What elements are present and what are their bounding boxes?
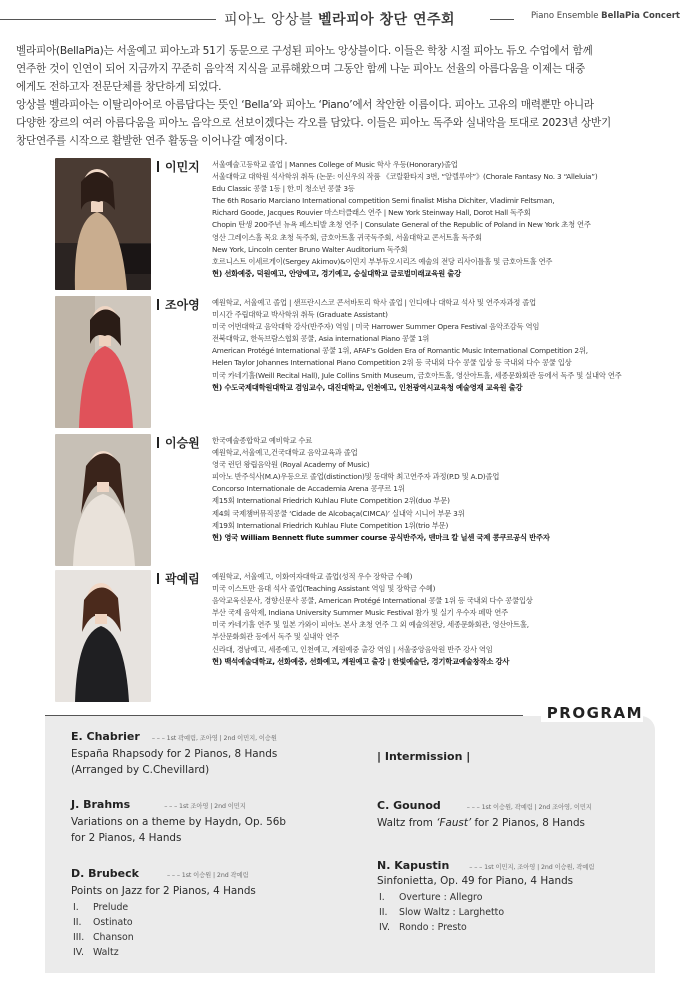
career-line: American Protégé International 콩쿨 1위, AFAF's Golden Era of Romantic Music International Competition 2위, [212,346,588,356]
performer-career-list [212,297,692,394]
program-piece [71,798,286,846]
work-title: Sinfonietta, Op. 49 for Piano, 4 Hands [377,875,574,887]
career-line: 호르니스트 이세르게이(Sergey Akimov)&이민지 부부듀오시리즈 예술의 전당 리사이틀홀 및 금호아트홀 연주 [212,256,553,266]
work-title: España Rhapsody for 2 Pianos, 8 Hands [71,748,278,760]
work-subtitle: for 2 Pianos, 4 Hands [71,832,182,844]
career-line: Concorso Internationale de Accademia Arena 콩쿠르 1위 [212,484,405,494]
work-title: Points on Jazz for 2 Pianos, 4 Hands [71,885,256,897]
concert-title-prefix: 피아노 앙상블 [224,12,314,28]
career-line: 미국 카네기홀 연주 및 일본 가와이 피아노 본사 초청 연주 그 외 예술의전당, 세종문화회관, 영산아트홀, [212,620,529,630]
program-piece [71,730,277,778]
composer-name: D. Brubeck – – – 1st 이승원 | 2nd 곽예림 [71,867,249,880]
piece-performers: – – – 1st 이승원 | 2nd 곽예림 [166,872,249,879]
concert-title-english [531,11,680,21]
current-position: 현) 영국 William Bennett flute summer course 공식반주자, 덴마크 칼 닐센 국제 콩쿠르공식 반주자 [212,532,550,542]
movement-item: IV. Waltz [73,947,119,958]
intermission-label: | Intermission | [377,750,471,763]
header-rule-left [0,19,216,20]
program-piece [71,867,256,960]
header-rule-right [490,19,514,20]
intro-paragraph-2: 앙상블 벨라피아는 이탈리아어로 아름답다는 뜻인 ‘Bella’와 피아노 ‘Piano’에서 착안한 이름이다. 피아노 고유의 매력뿐만 아니라 다양한 장르의 여러 아름다움을 피아노 음악으로 선보이겠다는 각오를 담았다. 이들은 피아노 독주와 실내악을 토대로 2023년 상반기 창단연주를 시작으로 활발한 연주 활동을 이어나갈 예정이다. [16,99,611,147]
composer-name: E. Chabrier – – – 1st 곽예림, 조아영 | 2nd 이민지, 이승원 [71,730,277,743]
movement-item: II. Ostinato [73,917,133,928]
career-line: Richard Goode, Jacques Rouvier 마스터클래스 연주 | New York Steinway Hall, Dorot Hall 독주회 [212,208,531,218]
performer-name: 이민지 [157,158,200,175]
career-line: 예원학교, 서울예고, 이화여자대학교 졸업(성적 우수 장학금 수혜) [212,572,413,581]
performer-career-list [212,159,692,280]
performer-photo [55,434,151,566]
performer-name: 이승원 [157,434,200,451]
portrait-kwak-yerim [55,570,151,702]
career-line: 영국 런던 왕립음악원 (Royal Academy of Music) [212,460,370,470]
career-line: 서울대학교 대학원 석사학위 취득 (논문: 이신우의 작품 《코랄환타지 3번, “알렐루야”》(Chorale Fantasy No. 3 “Alleluia”) [212,172,598,182]
movement-item: I. Overture : Allegro [379,892,483,903]
composer-name: J. Brahms – – – 1st 조아영 | 2nd 이민지 [71,798,246,811]
composer-name: N. Kapustin – – – 1st 이민지, 조아영 | 2nd 이승원, 곽예림 [377,859,595,872]
career-line: 음악교육신문사, 경향신문사 콩쿨, American Protégé International 콩쿨 1위 등 국내외 다수 콩쿨입상 [212,596,533,606]
career-line: 미국 카네기홀(Weill Recital Hall), Jule Collins Smith Museum, 금호아트홀, 영산아트홀, 세종문화회관 등에서 독주 및 실내악 연주 [212,370,622,380]
program-panel [45,704,655,973]
career-line: 미국 이스트만 음대 석사 졸업(Teaching Assistant 역임 및 장학금 수혜) [212,584,436,594]
career-line: 예원학교,서울예고,건국대학교 음악교육과 졸업 [212,448,358,458]
career-line: 제4회 국제챔버뮤직콩쿨 ‘Cidade de Alcobaça(CIMCA)’ 실내악 시니어 부문 3위 [212,508,465,518]
career-line: Helen Taylor Johannes International Piano Competition 2위 등 국내외 다수 콩쿨 입상 등 국내외 다수 콩쿨 입상 [212,358,572,368]
page-header [0,8,700,32]
intro-paragraph-1: 벨라피아(BellaPia)는 서울예고 피아노과 51기 동문으로 구성된 피아노 앙상블이다. 이들은 학창 시절 피아노 듀오 수업에서 함께 연주한 것이 인연이 되어 지금까지 꾸준히 음악적 지식을 교류해왔으며 그동안 함께 나눈 피아노 선율의 아름다움을 이제는 대중 에게도 전하고자 전문단체를 창단하게 되었다. [16,45,593,93]
performer-career-list [212,571,692,668]
performer-career-list [212,435,692,544]
work-title: Waltz from ‘Faust’ for 2 Pianos, 8 Hands [377,817,585,829]
career-line: 영산 그레이스홀 목요 초청 독주회, 금호아트홀 귀국독주회, 서울대학교 콘서트홀 독주회 [212,232,482,242]
program-piece [377,799,592,831]
program-heading: PROGRAM [541,704,643,722]
career-line: 피아노 반주석사(M.A)우등으로 졸업(distinction)및 동대학 최고연주자 과정(P.D 및 A.D)졸업 [212,472,500,482]
current-position: 현) 선화예중, 덕원예고, 안양예고, 경기예고, 숭실대학교 글로벌미래교육원 출강 [212,268,461,278]
career-line: 제19회 International Friedrich Kuhlau Flute Competition 1위(trio 부문) [212,520,449,530]
career-line: 미국 어번대학교 음악대학 강사(반주자) 역임 | 미국 Harrower Summer Opera Festival 음악조감독 역임 [212,322,540,332]
career-line: 전북대학교, 한독브람스협회 콩쿨, Asia international Piano 콩쿨 1위 [212,334,430,344]
movement-list [377,890,594,935]
career-line: 예원학교, 서울예고 졸업 | 샌프란시스코 콘서바토리 학사 졸업 | 인디애나 대학교 석사 및 연주자과정 졸업 [212,298,536,307]
performer-name: 조아영 [157,296,200,313]
movement-item: II. Slow Waltz : Larghetto [379,907,505,918]
movement-list [71,900,256,960]
career-line: 서울예술고등학교 졸업 | Mannes College of Music 학사 우등(Honorary)졸업 [212,160,458,169]
performer-name: 곽예림 [157,570,200,587]
concert-title-main: 벨라피아 창단 연주회 [318,12,456,28]
program-rule [45,715,523,716]
concert-title-english-prefix: Piano Ensemble [530,11,599,21]
portrait-lee-minji [55,158,151,290]
piece-performers: – – – 1st 이민지, 조아영 | 2nd 이승원, 곽예림 [469,864,595,871]
current-position: 현) 수도국제대학원대학교 겸임교수, 대진대학교, 인천예고, 인천광역시교육청 예술영재 교육원 출강 [212,382,523,392]
work-title: Variations on a theme by Haydn, Op. 56b [71,816,286,828]
performer-photo [55,570,151,702]
career-line: 부산 국제 음악제, Indiana University Summer Music Festival 참가 및 실기 우수자 페막 연주 [212,608,508,618]
portrait-lee-seungwon [55,434,151,566]
piece-performers: – – – 1st 곽예림, 조아영 | 2nd 이민지, 이승원 [151,735,277,742]
concert-title [224,9,455,29]
current-position: 현) 백석예술대학교, 선화예중, 선화예고, 계원예고 출강 | 한빛예술단, 경기학교예술창작소 강사 [212,656,510,666]
composer-name: C. Gounod – – – 1st 이승원, 곽예림 | 2nd 조아영, 이민지 [377,799,592,812]
movement-item: IV. Rondo : Presto [379,922,467,933]
movement-item: I. Prelude [73,902,129,913]
career-line: 부산문화회관 등에서 독주 및 실내악 연주 [212,632,340,642]
piece-performers: – – – 1st 조아영 | 2nd 이민지 [164,803,246,810]
ensemble-introduction [16,42,688,150]
program-piece [377,859,594,935]
career-line: Edu Classic 콩쿨 1등 | 한.미 청소년 콩쿨 3등 [212,184,355,194]
movement-item: III. Chanson [73,932,134,943]
performer-photo [55,158,151,290]
career-line: 신라대, 경남예고, 세종예고, 인천예고, 계원예중 출강 역임 | 서울중앙음악원 반주 강사 역임 [212,644,493,654]
career-line: 제15회 International Friedrich Kuhlau Flute Competition 2위(duo 부문) [212,496,450,506]
concert-title-english-main: BellaPia Concert [601,11,680,21]
career-line: The 6th Rosario Marciano International competition Semi finalist Misha Dichiter, Vladimir Feltsman, [212,196,555,206]
career-line: 미시간 주립대학교 박사학위 취득 (Graduate Assistant) [212,310,388,320]
career-line: 한국예술종합학교 예비학교 수료 [212,436,313,445]
work-subtitle: (Arranged by C.Chevillard) [71,764,210,776]
portrait-cho-ayoung [55,296,151,428]
performer-photo [55,296,151,428]
piece-performers: – – – 1st 이승원, 곽예림 | 2nd 조아영, 이민지 [466,804,592,811]
career-line: Chopin 탄생 200주년 뉴욕 페스티발 초청 연주 | Consulate General of the Republic of Poland in New York 초청 연주 [212,220,591,230]
career-line: New York, Lincoln center Bruno Walter Auditorium 독주회 [212,244,408,254]
